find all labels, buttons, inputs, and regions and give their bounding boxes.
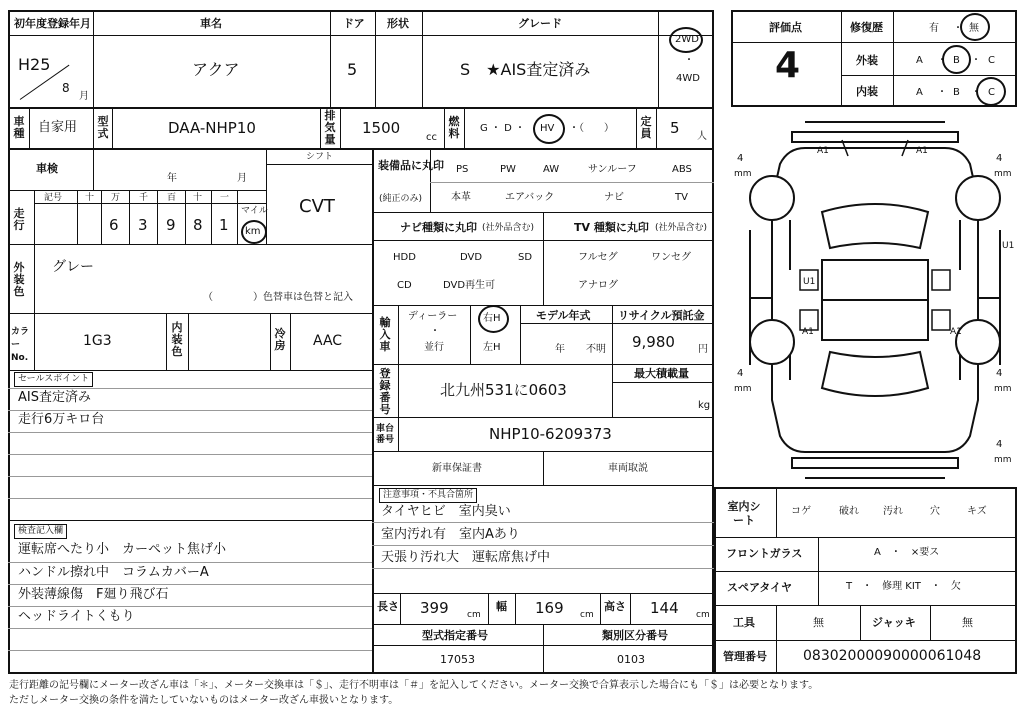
inspector-line-1: ハンドル擦れ中 コラムカバーA [18, 565, 209, 580]
divider [630, 593, 631, 624]
divider [185, 190, 186, 244]
exterior-a: A [916, 55, 923, 66]
row-line [714, 537, 1017, 538]
color-code-label: カラーNo. [11, 327, 30, 363]
equipment-label: 装備品に丸印 [378, 159, 444, 172]
mileage-unit-3: 百 [167, 193, 177, 203]
divider [543, 451, 544, 485]
exterior-b-circle [942, 45, 971, 74]
divider [34, 313, 35, 370]
interior-dot2: ・ [971, 87, 981, 98]
shift-line [266, 164, 372, 165]
height-unit: cm [696, 610, 710, 620]
row1-header-line [8, 35, 714, 36]
width-value: 169 [535, 599, 564, 617]
exterior-c: C [988, 55, 995, 66]
sheet-hole: 穴 [930, 506, 940, 517]
jack-label: ジャッキ [872, 616, 916, 629]
footer-line-1: 走行距離の記号欄にメーター改ざん車は「＊」、メーター交換車は「＄」、走行不明車は「＃」を記入してください。メーター交換で合算表示した場合にも「＄」は必要となります。 [9, 680, 819, 691]
navi-cd: CD [397, 280, 412, 291]
navi-header-line [372, 240, 714, 241]
divider [340, 107, 341, 148]
spare-label: スペアタイヤ [727, 581, 793, 594]
rule [8, 650, 372, 651]
tv-sub: (社外品含む) [655, 223, 708, 233]
divider [636, 107, 637, 148]
mileage-digit-3: 8 [193, 216, 203, 234]
drive-2wd-circle [669, 27, 703, 53]
tire-rl-unit: mm [734, 384, 752, 394]
drive-4wd: 4WD [676, 73, 700, 84]
tire-rr-unit: mm [994, 384, 1012, 394]
shift-label: シフト [306, 152, 334, 162]
mileage-digit-4: 1 [219, 216, 229, 234]
equip-pw: PW [500, 164, 516, 175]
rule [8, 628, 372, 629]
import-label: 輸入車 [379, 316, 391, 353]
recycle-label: リサイクル預託金 [618, 309, 705, 322]
ext-color-value: グレー [52, 259, 94, 275]
damage-mark-3: U1 [803, 277, 816, 287]
displacement-value: 1500 [362, 119, 401, 137]
mileage-digit-2: 9 [166, 216, 176, 234]
divider [270, 313, 271, 370]
mileage-unit-2: 千 [139, 193, 149, 203]
sheet-scratch: キズ [967, 506, 987, 517]
divider [860, 605, 861, 640]
divider [375, 10, 376, 107]
divider [543, 212, 544, 305]
spare-value: T ・ 修理 KIT ・ 欠 [846, 581, 961, 592]
model-value: DAA-NHP10 [168, 119, 256, 137]
equip-airbag: エアバック [505, 192, 555, 203]
rule [372, 568, 714, 569]
divider [893, 10, 894, 107]
first-reg-year: H25 [18, 55, 51, 74]
capacity-unit: 人 [697, 131, 707, 142]
divider [422, 10, 423, 107]
mileage-unit-0: 十 [85, 193, 95, 203]
divider [444, 107, 445, 148]
header-line [372, 645, 714, 646]
mileage-label: 走行 [13, 207, 25, 232]
divider [34, 190, 35, 244]
model-year-year: 年 [555, 344, 565, 355]
equip-sunroof: サンルーフ [588, 164, 637, 175]
usage-value: 自家用 [38, 120, 78, 135]
fuel-other: ・（ ） [569, 123, 614, 134]
divider [34, 244, 35, 313]
color-change-note: （ ）色替車は色替と記入 [203, 292, 353, 303]
sales-line-0: AIS査定済み [18, 390, 91, 405]
interior-sheet-label: 室内シート [727, 500, 761, 527]
warranty-bottom-line [372, 485, 714, 486]
notes-label: 注意事項・不具合箇所 [379, 488, 477, 503]
row1-bottom-line [8, 107, 714, 109]
ac-value: AAC [313, 333, 343, 349]
divider [464, 107, 465, 148]
exterior-dot2: ・ [971, 55, 981, 66]
mileage-km: km [245, 226, 261, 237]
drive-dot: ・ [684, 55, 694, 66]
divider [398, 364, 399, 417]
sheet-scorch: コゲ [791, 506, 811, 517]
ext-color-label: 外装色 [13, 261, 25, 298]
divider [29, 107, 30, 148]
fuel-options: G ・ D ・ [480, 123, 525, 134]
divider [515, 593, 516, 624]
equip-aw: AW [543, 164, 560, 175]
mileage-header-line [34, 203, 266, 204]
repair-no-circle [960, 13, 990, 41]
windshield-label: フロントガラス [726, 547, 803, 560]
navi-bottom-line [372, 305, 714, 306]
repair-yes: 有 [929, 23, 939, 34]
tv-title: TV 種類に丸印 [574, 221, 649, 234]
equip-abs: ABS [672, 164, 692, 175]
tire-fr-depth: 4 [996, 153, 1003, 164]
max-load-unit: kg [698, 400, 711, 411]
navi-sd: SD [518, 252, 533, 263]
tire-spare-unit: mm [994, 455, 1012, 465]
capacity-value: 5 [670, 119, 680, 137]
mileage-mile: マイル [241, 206, 268, 216]
divider [101, 190, 102, 244]
capacity-label: 定員 [640, 115, 652, 140]
tools-label: 工具 [733, 616, 755, 629]
disp-label: 排気量 [324, 109, 336, 146]
damage-mark-5: A1 [950, 327, 962, 337]
repair-no: 無 [969, 23, 979, 34]
recycle-unit: 円 [698, 344, 708, 355]
inspector-line-3: ヘッドライトくもり [18, 609, 135, 624]
navi-dvd-play: DVD再生可 [443, 280, 496, 291]
divider [398, 305, 399, 364]
tv-oneseg: ワンセグ [651, 252, 691, 263]
inspection-year-unit: 年 [167, 173, 177, 184]
mileage-digit-1: 3 [138, 216, 148, 234]
mileage-unit-4: 十 [193, 193, 203, 203]
header-line [731, 42, 841, 43]
tools-value: 無 [813, 616, 824, 629]
tire-fr-unit: mm [994, 169, 1012, 179]
row-line [714, 571, 1017, 572]
rule [8, 432, 372, 433]
inspector-line-2: 外装薄線傷 F廻り飛び石 [18, 587, 169, 602]
reg-bottom-line [372, 417, 714, 418]
height-label: 高さ [604, 600, 626, 613]
rule [8, 476, 372, 477]
score-value: 4 [775, 45, 801, 86]
exterior-dot1: ・ [937, 55, 947, 66]
jack-value: 無 [962, 616, 973, 629]
damage-mark-0: A1 [817, 146, 829, 156]
rule [8, 388, 372, 389]
height-value: 144 [650, 599, 679, 617]
length-unit: cm [467, 610, 481, 620]
car-name: アクア [192, 60, 240, 79]
damage-mark-1: A1 [916, 146, 928, 156]
score-label: 評価点 [769, 21, 802, 34]
notes-line-0: タイヤヒビ 室内臭い [381, 504, 511, 519]
row-line [841, 75, 1017, 76]
damage-mark-2: U1 [1002, 241, 1015, 251]
divider [290, 313, 291, 370]
length-label: 長さ [377, 600, 399, 613]
door-count: 5 [347, 60, 358, 79]
mileage-unit-5: 一 [220, 193, 230, 203]
recycle-value: 9,980 [632, 333, 675, 351]
exterior-b: B [953, 55, 960, 66]
fuel-label: 燃料 [448, 115, 460, 140]
import-parallel: 並行 [424, 342, 444, 353]
center-divider [372, 148, 374, 674]
divider [658, 10, 659, 107]
tire-rr-depth: 4 [996, 368, 1003, 379]
exterior-label: 外装 [856, 54, 878, 67]
row-line [714, 640, 1017, 641]
inspector-line-0: 運転席へたり小 カーペット焦げ小 [18, 542, 227, 557]
car-diagram [730, 120, 1020, 480]
damage-mark-4: A1 [802, 327, 814, 337]
width-unit: cm [580, 610, 594, 620]
registration-value: 北九州531に0603 [440, 381, 567, 399]
divider [129, 190, 130, 244]
manage-label: 管理番号 [723, 650, 767, 663]
divider [930, 605, 931, 640]
row2-bottom-line [8, 148, 714, 150]
class-no-label: 類別区分番号 [602, 629, 668, 642]
rule [372, 545, 714, 546]
model-year-label: モデル年式 [536, 309, 591, 322]
inspect-line [8, 190, 266, 191]
equip-navi: ナビ [604, 192, 624, 203]
class-no-value: 0103 [617, 653, 645, 666]
equip-leather: 本革 [451, 192, 471, 203]
divider [841, 10, 842, 107]
header-line [520, 323, 714, 324]
equipment-sub: (純正のみ) [379, 194, 423, 204]
divider [398, 417, 399, 451]
interior-c: C [988, 87, 995, 98]
row-line [714, 605, 1017, 606]
notes-line-1: 室内汚れ有 室内Aあり [381, 527, 520, 542]
mileage-unit-1: 万 [111, 193, 121, 203]
grade-label: グレード [518, 17, 562, 30]
import-rh: 右H [483, 313, 501, 324]
color-bottom-line [8, 313, 372, 314]
color-code-value: 1G3 [83, 333, 112, 349]
import-lh: 左H [483, 342, 501, 353]
model-label: 型式 [97, 115, 109, 140]
rule [8, 562, 372, 563]
length-value: 399 [420, 599, 449, 617]
divider [188, 313, 189, 370]
inspector-label: 検査記入欄 [14, 524, 67, 539]
rule [430, 182, 714, 183]
door-label: ドア [343, 17, 365, 30]
mileage-digit-0: 6 [109, 216, 119, 234]
equip-tv: TV [675, 192, 688, 203]
divider [166, 313, 167, 370]
divider [330, 10, 331, 107]
interior-c-circle [976, 77, 1006, 106]
rule [8, 410, 372, 411]
rule [8, 606, 372, 607]
chassis-label: 車台番号 [376, 424, 395, 445]
divider [93, 107, 94, 148]
type-spec-value: 17053 [440, 653, 475, 666]
width-label: 幅 [496, 600, 507, 613]
rule [372, 522, 714, 523]
shift-value: CVT [299, 196, 335, 217]
dims-top-line [372, 593, 714, 594]
cc-unit: cc [426, 132, 437, 143]
tire-spare-depth: 4 [996, 439, 1003, 450]
equip-ps: PS [456, 164, 469, 175]
tire-fl-unit: mm [734, 169, 752, 179]
inspection-label: 車検 [36, 162, 58, 175]
windshield-value: A ・ ×要ス [874, 547, 940, 558]
navi-sub: (社外品含む) [482, 223, 535, 233]
sheet-dirt: 汚れ [883, 506, 903, 517]
divider [656, 107, 657, 148]
manage-value: 08302000090000061048 [803, 648, 982, 664]
divider [600, 593, 601, 624]
navi-hdd: HDD [393, 252, 416, 263]
sheet-tear: 破れ [839, 506, 859, 517]
mileage-symbol-label: 記号 [44, 193, 63, 203]
max-load-label: 最大積載量 [634, 367, 689, 380]
shape-label: 形状 [387, 17, 409, 30]
navi-dvd: DVD [460, 252, 483, 263]
model-year-unknown: 不明 [586, 344, 606, 355]
first-reg-label: 初年度登録年月 [14, 17, 91, 30]
rule [8, 584, 372, 585]
first-reg-month-unit: 月 [79, 91, 89, 102]
vehicle-manual: 車両取説 [608, 463, 648, 474]
divider [818, 537, 819, 605]
import-dealer: ディーラー [408, 311, 458, 322]
chassis-value: NHP10-6209373 [489, 425, 612, 443]
divider [776, 487, 777, 537]
divider [320, 107, 321, 148]
grade-value: S ★AIS査定済み [460, 60, 591, 79]
registration-label: 登録番号 [379, 367, 391, 416]
type-spec-label: 型式指定番号 [422, 629, 488, 642]
divider [112, 107, 113, 148]
interior-dot1: ・ [937, 87, 947, 98]
repair-label: 修復歴 [850, 21, 883, 34]
tire-fl-depth: 4 [737, 153, 744, 164]
divider [776, 605, 777, 640]
divider [400, 593, 401, 624]
km-circle [241, 220, 267, 244]
divider [470, 305, 471, 364]
sales-line-1: 走行6万キロ台 [18, 412, 105, 427]
divider [776, 640, 777, 674]
drive-2wd: 2WD [675, 34, 699, 45]
mileage-bottom-line [8, 244, 372, 245]
interior-label: 内装 [856, 85, 878, 98]
divider [93, 148, 94, 190]
navi-title: ナビ種類に丸印 [400, 221, 477, 234]
divider [77, 190, 78, 244]
repair-dot: ・ [953, 23, 963, 34]
import-dot: ・ [430, 326, 440, 337]
tire-rl-depth: 4 [737, 368, 744, 379]
interior-a: A [916, 87, 923, 98]
ac-label: 冷房 [274, 327, 286, 352]
car-name-label: 車名 [200, 17, 222, 30]
rh-circle [478, 305, 509, 333]
sales-bottom-line [8, 520, 372, 521]
notes-line-2: 天張り汚れ大 運転席焦げ中 [381, 550, 551, 565]
code-bottom-line [8, 370, 372, 371]
divider [488, 593, 489, 624]
divider [612, 364, 613, 417]
first-reg-month: 8 [62, 81, 70, 95]
divider [612, 305, 613, 364]
new-car-warranty: 新車保証書 [432, 463, 482, 474]
fuel-hv-circle [533, 114, 565, 144]
divider [430, 148, 431, 212]
import-bottom-line [372, 364, 714, 365]
tv-analog: アナログ [578, 280, 618, 291]
divider [237, 190, 238, 244]
footer-line-2: ただしメーター交換の条件を満たしていないものはメーター改ざん車扱いとなります。 [9, 695, 399, 706]
row-line [841, 42, 1017, 43]
divider [93, 10, 94, 107]
int-color-label: 内装色 [171, 321, 183, 358]
inspection-month-unit: 月 [237, 173, 247, 184]
fuel-hv: HV [540, 123, 555, 134]
sales-label: セールスポイント [14, 372, 93, 387]
usage-label: 車種 [13, 115, 25, 140]
interior-b: B [953, 87, 960, 98]
divider [543, 624, 544, 674]
tv-fullseg: フルセグ [578, 252, 618, 263]
divider [520, 305, 521, 364]
header-line [612, 382, 714, 383]
divider [211, 190, 212, 244]
rule [8, 454, 372, 455]
rule [8, 498, 372, 499]
divider [157, 190, 158, 244]
